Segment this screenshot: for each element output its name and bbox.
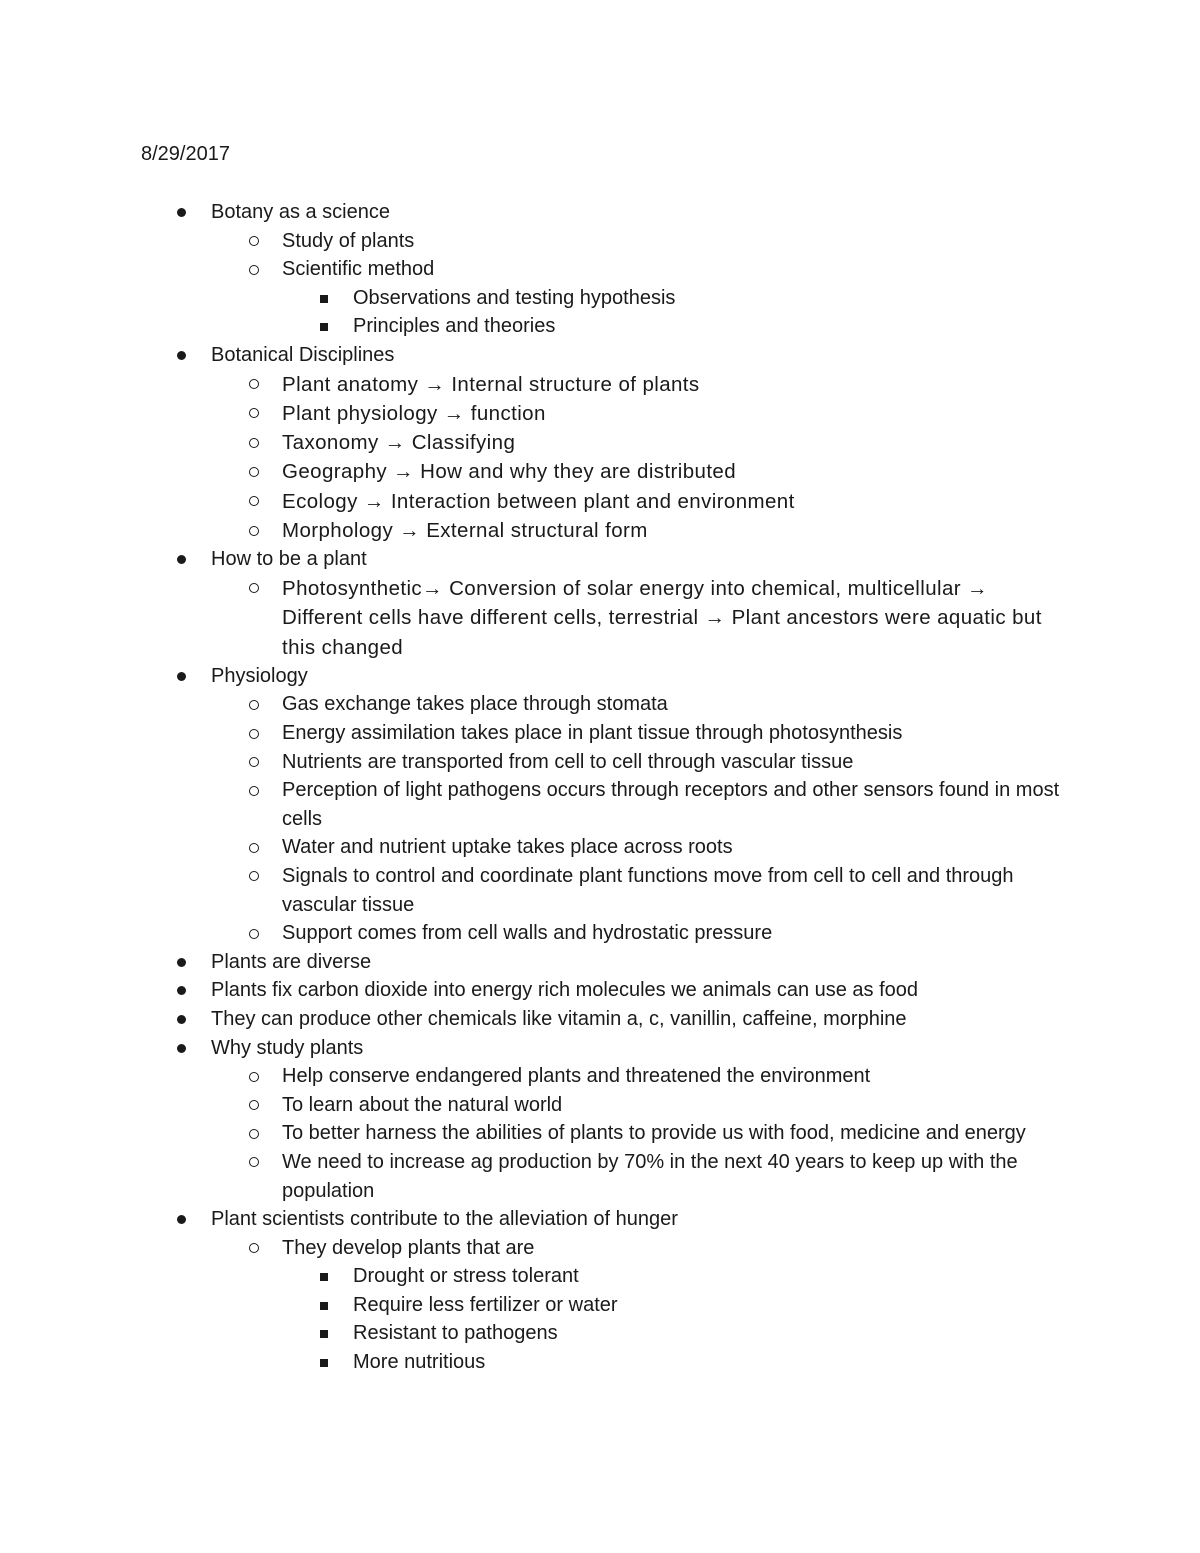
list-item-text: They develop plants that are — [282, 1236, 535, 1259]
list-item-text: Plants are diverse — [211, 950, 372, 973]
list-item — [282, 1234, 1062, 1263]
circle-bullet-icon — [249, 438, 259, 448]
list-item — [282, 574, 1062, 662]
circle-bullet-icon — [249, 526, 259, 536]
list-item-text: Physiology — [211, 664, 308, 687]
list-item — [353, 284, 1063, 313]
list-item — [211, 1205, 1031, 1234]
circle-bullet-icon — [249, 583, 259, 593]
list-item-text: Scientific method — [282, 258, 435, 281]
list-item — [211, 198, 1031, 227]
list-item-text: To better harness the abilities of plants to provide us with food, medicine and energy — [282, 1122, 1026, 1145]
list-item — [211, 948, 1031, 977]
square-bullet-icon — [320, 1359, 328, 1367]
list-item-text: Ecology → Interaction between plant and environment — [282, 489, 795, 513]
list-item — [282, 719, 1062, 748]
list-item — [282, 862, 1062, 919]
list-item-text: How to be a plant — [211, 548, 367, 571]
list-item — [282, 428, 1062, 457]
circle-bullet-icon — [249, 1157, 259, 1167]
list-item-text: Plants fix carbon dioxide into energy rich molecules we animals can use as food — [211, 979, 919, 1002]
list-item-text: Perception of light pathogens occurs through receptors and other sensors found in most cells — [282, 779, 1060, 830]
list-item — [282, 370, 1062, 399]
list-item-text: Water and nutrient uptake takes place across roots — [282, 836, 733, 859]
list-item-text: Geography → How and why they are distributed — [282, 460, 737, 484]
list-item — [211, 662, 1031, 691]
note-date: 8/29/2017 — [141, 143, 230, 165]
list-item — [353, 1291, 1063, 1320]
circle-bullet-icon — [249, 843, 259, 853]
list-item-text: Photosynthetic→ Conversion of solar energy into chemical, multicellular → Different cells have different cells, terrestrial → Plant ancestors were aquatic but this changed — [282, 576, 1042, 659]
circle-bullet-icon — [249, 265, 259, 275]
list-item — [282, 748, 1062, 777]
disc-bullet-icon — [177, 1044, 186, 1053]
list-item-text: Morphology → External structural form — [282, 519, 648, 543]
list-item — [353, 1348, 1063, 1377]
list-item-text: Plant physiology → function — [282, 401, 546, 425]
disc-bullet-icon — [177, 208, 186, 217]
circle-bullet-icon — [249, 1072, 259, 1082]
list-item-text: Gas exchange takes place through stomata — [282, 693, 668, 716]
list-item-text: More nutritious — [353, 1351, 486, 1374]
list-item-text: Plant anatomy → Internal structure of plants — [282, 372, 700, 396]
disc-bullet-icon — [177, 958, 186, 967]
list-item-text: To learn about the natural world — [282, 1093, 563, 1116]
list-item — [282, 227, 1062, 256]
circle-bullet-icon — [249, 467, 259, 477]
circle-bullet-icon — [249, 379, 259, 389]
list-item-text: Help conserve endangered plants and threatened the environment — [282, 1065, 871, 1088]
disc-bullet-icon — [177, 1015, 186, 1024]
list-item — [353, 312, 1063, 341]
disc-bullet-icon — [177, 672, 186, 681]
list-item — [282, 399, 1062, 428]
list-item-text: Why study plants — [211, 1036, 364, 1059]
list-item-text: Require less fertilizer or water — [353, 1293, 618, 1316]
list-item — [282, 487, 1062, 516]
list-item — [282, 833, 1062, 862]
square-bullet-icon — [320, 295, 328, 303]
disc-bullet-icon — [177, 1215, 186, 1224]
list-item — [211, 545, 1031, 574]
circle-bullet-icon — [249, 496, 259, 506]
list-item-text: Taxonomy → Classifying — [282, 431, 516, 455]
list-item — [282, 516, 1062, 545]
list-item — [211, 1034, 1031, 1063]
list-item — [211, 976, 1031, 1005]
list-item-text: Botanical Disciplines — [211, 343, 395, 366]
circle-bullet-icon — [249, 757, 259, 767]
circle-bullet-icon — [249, 871, 259, 881]
list-item-text: Botany as a science — [211, 201, 390, 223]
circle-bullet-icon — [249, 700, 259, 710]
list-item-text: Signals to control and coordinate plant functions move from cell to cell and through vascular tissue — [282, 864, 1014, 916]
disc-bullet-icon — [177, 351, 186, 360]
list-item-text: Nutrients are transported from cell to cell through vascular tissue — [282, 750, 854, 773]
list-item-text: Resistant to pathogens — [353, 1322, 558, 1345]
list-item — [282, 919, 1062, 948]
disc-bullet-icon — [177, 555, 186, 564]
circle-bullet-icon — [249, 929, 259, 939]
square-bullet-icon — [320, 1302, 328, 1310]
list-item — [282, 1062, 1062, 1091]
list-item — [282, 1119, 1062, 1148]
circle-bullet-icon — [249, 1129, 259, 1139]
list-item — [282, 457, 1062, 486]
list-item — [353, 1262, 1063, 1291]
list-item — [282, 776, 1062, 833]
list-item-text: They can produce other chemicals like vitamin a, c, vanillin, caffeine, morphine — [211, 1007, 907, 1030]
list-item — [282, 255, 1062, 284]
list-item-text: Plant scientists contribute to the alleviation of hunger — [211, 1208, 678, 1231]
list-item — [282, 1148, 1062, 1205]
list-item-text: Principles and theories — [353, 315, 556, 338]
circle-bullet-icon — [249, 786, 259, 796]
circle-bullet-icon — [249, 236, 259, 246]
list-item — [211, 1005, 1031, 1034]
square-bullet-icon — [320, 1330, 328, 1338]
circle-bullet-icon — [249, 1243, 259, 1253]
disc-bullet-icon — [177, 986, 186, 995]
circle-bullet-icon — [249, 408, 259, 418]
notes-list — [0, 198, 1200, 1377]
square-bullet-icon — [320, 323, 328, 331]
list-item — [282, 1091, 1062, 1120]
list-item — [353, 1319, 1063, 1348]
list-item-text: Observations and testing hypothesis — [353, 286, 676, 309]
square-bullet-icon — [320, 1273, 328, 1281]
list-item-text: Support comes from cell walls and hydrostatic pressure — [282, 922, 773, 945]
list-item-text: Study of plants — [282, 229, 415, 252]
list-item — [282, 690, 1062, 719]
list-item — [211, 341, 1031, 370]
list-item-text: We need to increase ag production by 70% in the next 40 years to keep up with the population — [282, 1150, 1018, 1202]
list-item-text: Energy assimilation takes place in plant tissue through photosynthesis — [282, 722, 903, 745]
circle-bullet-icon — [249, 729, 259, 739]
list-item-text: Drought or stress tolerant — [353, 1265, 579, 1288]
circle-bullet-icon — [249, 1100, 259, 1110]
